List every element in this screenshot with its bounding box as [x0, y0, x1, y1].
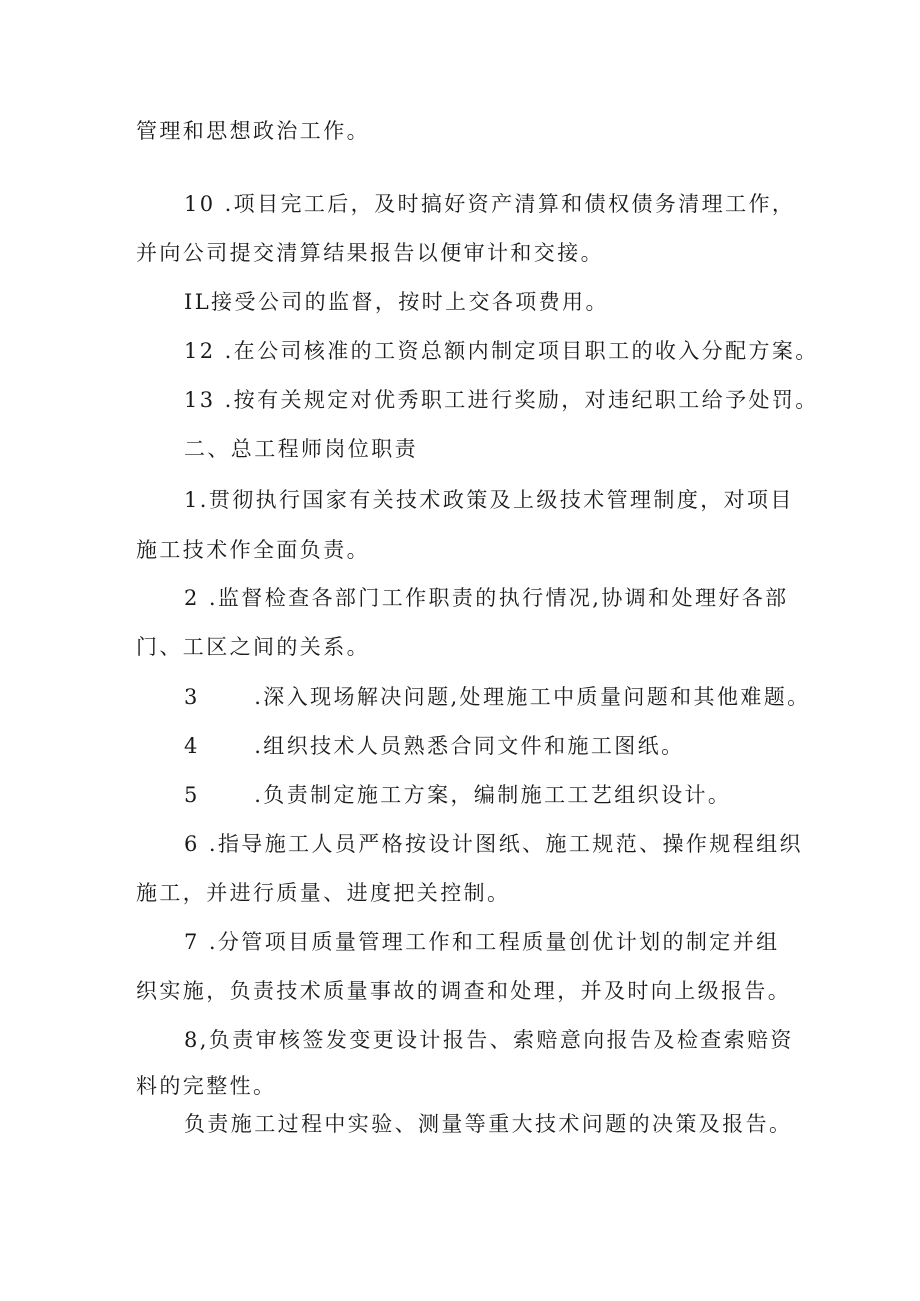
text-line: 7 .分管项目质量管理工作和工程质量创优计划的制定并组	[184, 930, 780, 954]
text-line: 1.贯彻执行国家有关技术政策及上级技术管理制度，对项目	[184, 488, 794, 512]
text-line: 料的完整性。	[136, 1074, 277, 1098]
text-line: 13 .按有关规定对优秀职工进行奖励，对违纪职工给予处罚。	[184, 388, 819, 412]
text-line: 3 .深入现场解决问题,处理施工中质量问题和其他难题。	[184, 685, 811, 709]
text-line: 8,负责审核签发变更设计报告、索赔意向报告及检查索赔资	[184, 1028, 794, 1052]
text-line: 负责施工过程中实验、测量等重大技术问题的决策及报告。	[184, 1112, 793, 1136]
text-line: 12 .在公司核准的工资总额内制定项目职工的收入分配方案。	[184, 339, 819, 363]
text-line: 2 .监督检查各部门工作职责的执行情况,协调和处理好各部	[184, 586, 789, 610]
text-line: 4 .组织技术人员熟悉合同文件和施工图纸。	[184, 734, 685, 758]
text-line: 织实施，负责技术质量事故的调查和处理，并及时向上级报告。	[136, 979, 792, 1003]
text-line: 管理和思想政治工作。	[136, 119, 370, 143]
text-line: 并向公司提交清算结果报告以便审计和交接。	[136, 241, 604, 265]
text-line: IL接受公司的监督，按时上交各项费用。	[184, 290, 609, 314]
text-line: 5 .负责制定施工方案，编制施工工艺组织设计。	[184, 783, 732, 807]
text-line: 施工技术作全面负责。	[136, 538, 370, 562]
text-line: 6 .指导施工人员严格按设计图纸、施工规范、操作规程组织	[184, 832, 803, 856]
text-line: 10 .项目完工后，及时搞好资产清算和债权债务清理工作，	[184, 192, 796, 216]
section-heading: 二、总工程师岗位职责	[184, 437, 418, 461]
text-line: 门、工区之间的关系。	[136, 635, 370, 659]
text-line: 施工，并进行质量、进度把关控制。	[136, 881, 511, 905]
